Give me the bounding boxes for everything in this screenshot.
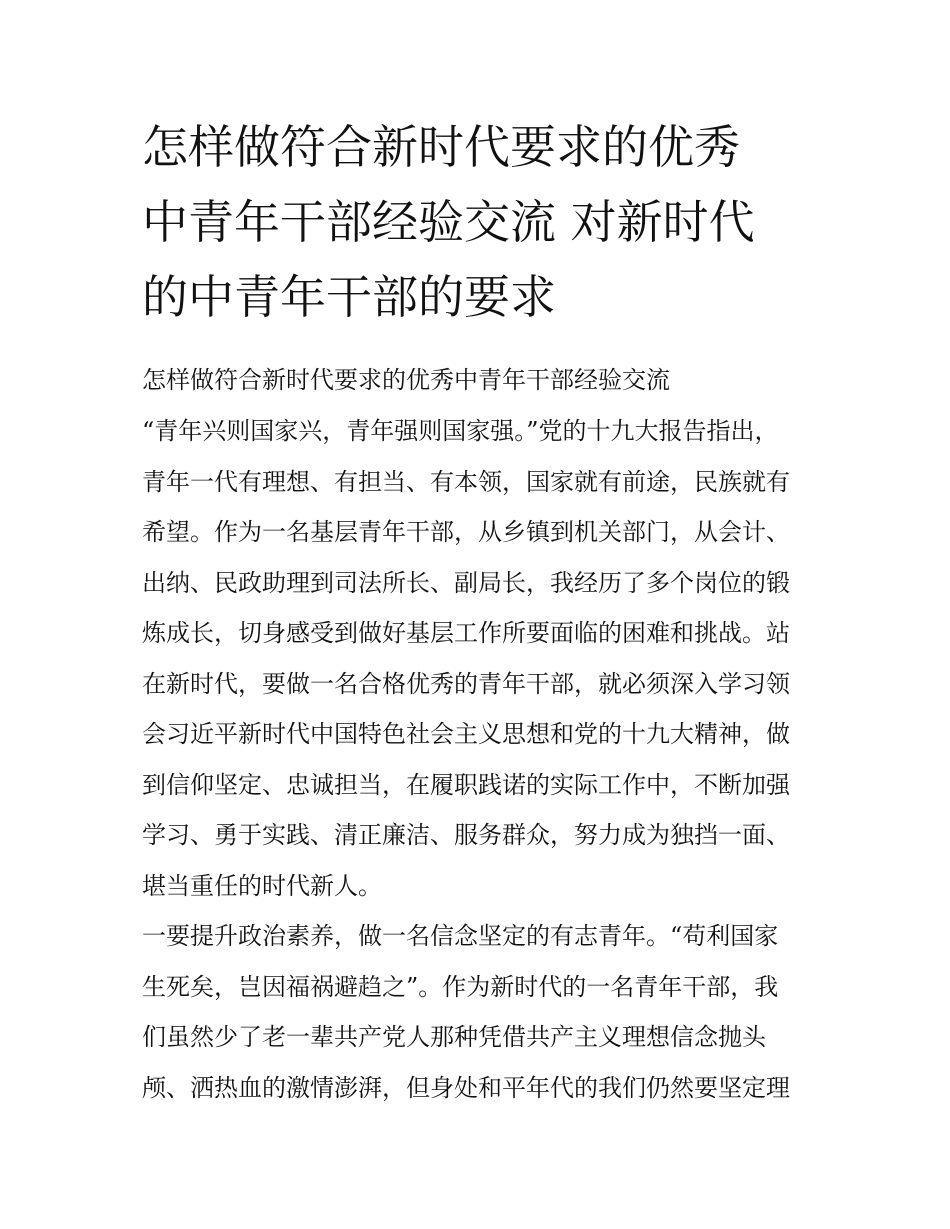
body-line: 希望。作为一名基层青年干部，从乡镇到机关部门，从会计、 (142, 518, 790, 546)
body-line: 学习、勇于实践、清正廉洁、服务群众，努力成为独挡一面、 (142, 821, 790, 849)
body-line: 堪当重任的时代新人。 (142, 871, 382, 900)
body-line: 炼成长，切身感受到做好基层工作所要面临的困难和挑战。站 (142, 619, 790, 647)
document-title (142, 110, 822, 335)
body-line: 生死矣，岂因福祸避趋之”。作为新时代的一名青年干部，我 (142, 972, 779, 1001)
body-line: 在新时代，要做一名合格优秀的青年干部，就必须深入学习领 (142, 669, 790, 698)
body-line: 们虽然少了老一辈共产党人那种凭借共产主义理想信念抛头 (142, 1023, 766, 1051)
body-line: “青年兴则国家兴，青年强则国家强。”党的十九大报告指出， (142, 417, 779, 445)
document-body (142, 406, 822, 1113)
title-line: 怎样做符合新时代要求的优秀 (142, 120, 740, 174)
title-line: 的中青年干部的要求 (142, 270, 556, 324)
body-line: 颅、洒热血的激情澎湃，但身处和平年代的我们仍然要坚定理 (142, 1073, 790, 1102)
body-line: 一要提升政治素养，做一名信念坚定的有志青年。“苟利国家 (142, 922, 779, 950)
body-line: 青年一代有理想、有担当、有本领，国家就有前途，民族就有 (142, 467, 790, 496)
body-line: 到信仰坚定、忠诚担当，在履职践诺的实际工作中，不断加强 (142, 770, 790, 799)
title-line: 中青年干部经验交流 对新时代 (142, 195, 755, 249)
body-line: 会习近平新时代中国特色社会主义思想和党的十九大精神，做 (142, 720, 790, 748)
document-subtitle: 怎样做符合新时代要求的优秀中青年干部经验交流 (142, 366, 670, 394)
body-line: 出纳、民政助理到司法所长、副局长，我经历了多个岗位的锻 (142, 568, 790, 597)
